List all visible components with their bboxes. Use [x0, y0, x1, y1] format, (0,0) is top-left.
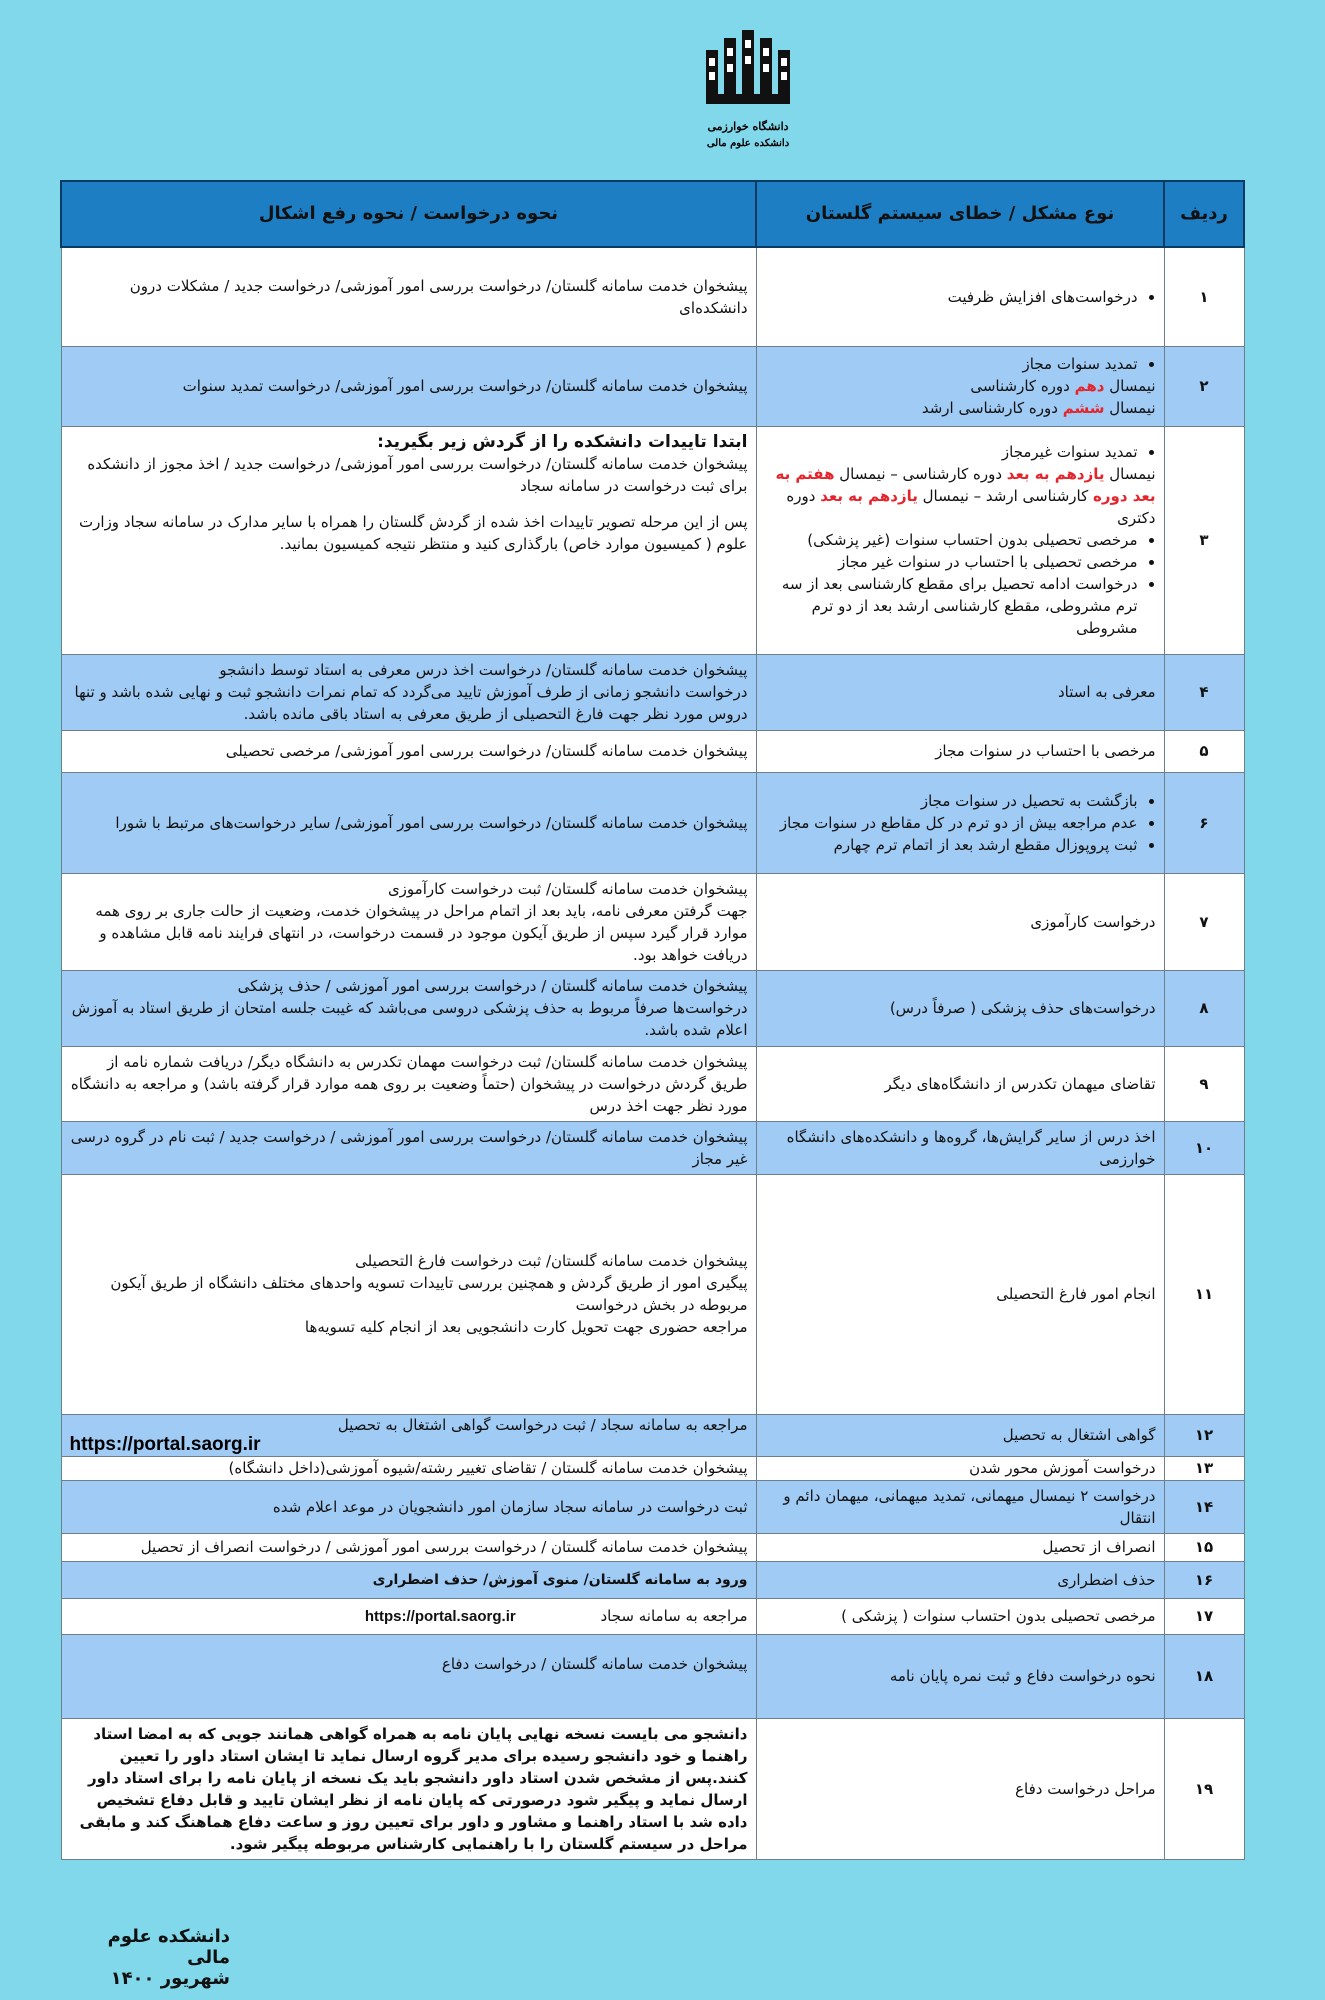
- problem-item: • تمدید سنوات غیرمجاز: [765, 441, 1138, 463]
- row-number: ۳: [1164, 426, 1244, 654]
- footer-date: شهریور ۱۴۰۰: [110, 1968, 230, 1989]
- solution-cell: [61, 970, 756, 1046]
- problem-cell: گواهی اشتغال به تحصیل: [756, 1414, 1164, 1456]
- solution-text: مراجعه به سامانه سجاد: [600, 1606, 748, 1625]
- solution-cell: پیشخوان خدمت سامانه گلستان/ درخواست بررسی امور آموزشی/ درخواست جدید / مشکلات درون دانشکده‌ای: [61, 247, 756, 346]
- problem-item: • عدم مراجعه بیش از دو ترم در کل مقاطع در سنوات مجاز: [765, 812, 1138, 834]
- problem-cell: درخواست ۲ نیمسال میهمانی، تمدید میهمانی، میهمان دائم و انتقال: [756, 1480, 1164, 1533]
- table-header-row: [61, 181, 1244, 247]
- table-row: [61, 730, 1244, 772]
- solution-cell: [61, 1598, 756, 1634]
- table-row: [61, 1046, 1244, 1121]
- table-row: [61, 654, 1244, 730]
- header-problem: نوع مشکل / خطای سیستم گلستان: [756, 181, 1164, 247]
- solution-text: مراجعه حضوری جهت تحویل کارت دانشجویی بعد از انجام کلیه تسویه‌ها: [304, 1318, 748, 1336]
- problem-cell: حذف اضطراری: [756, 1561, 1164, 1598]
- row-number: ۱۸: [1164, 1634, 1244, 1718]
- problem-cell: درخواست‌های حذف پزشکی ( صرفاً درس): [756, 970, 1164, 1046]
- row-number: ۷: [1164, 873, 1244, 970]
- solution-cell: پیشخوان خدمت سامانه گلستان / درخواست دفاع: [61, 1634, 756, 1718]
- problem-item: • درخواست ادامه تحصیل برای مقطع کارشناسی بعد از سه ترم مشروطی، مقطع کارشناسی ارشد بعد از دو ترم مشروطی: [765, 573, 1138, 639]
- table-row: [61, 1414, 1244, 1456]
- table-row: [61, 1634, 1244, 1718]
- solution-cell: پیشخوان خدمت سامانه گلستان / تقاضای تغییر رشته/شیوه آموزشی(داخل دانشگاه): [61, 1456, 756, 1480]
- problem-cell: [756, 426, 1164, 654]
- portal-link[interactable]: https://portal.saorg.ir: [364, 1607, 516, 1625]
- problem-item: • مرخصی تحصیلی با احتساب در سنوات غیر مجاز: [765, 551, 1138, 573]
- table-row: [61, 1561, 1244, 1598]
- table-row: [61, 1533, 1244, 1561]
- problem-cell: انجام امور فارغ التحصیلی: [756, 1174, 1164, 1414]
- solution-cell: [61, 654, 756, 730]
- solution-text: پس از این مرحله تصویر تاییدات اخذ شده از گردش گلستان را همراه با سایر مدارک در سامانه سجاد وزارت علوم ( کمیسیون موارد خاص) بارگذاری کنید و منتظر نتیجه کمیسیون بمانید.: [79, 512, 748, 553]
- solution-cell: ثبت درخواست در سامانه سجاد سازمان امور دانشجویان در موعد اعلام شده: [61, 1480, 756, 1533]
- problem-cell: مراحل درخواست دفاع: [756, 1718, 1164, 1859]
- footer-faculty: دانشکده علوم مالی: [107, 1926, 230, 1968]
- row-number: ۱۷: [1164, 1598, 1244, 1634]
- row-number: ۱۲: [1164, 1414, 1244, 1456]
- problem-cell: [756, 247, 1164, 346]
- row-number: ۹: [1164, 1046, 1244, 1121]
- solution-cell: ورود به سامانه گلستان/ منوی آموزش/ حذف اضطراری: [61, 1561, 756, 1598]
- problem-line: نیمسال دهم دوره کارشناسی: [970, 377, 1156, 395]
- problem-item: • درخواست‌های افزایش ظرفیت: [765, 286, 1138, 308]
- row-number: ۵: [1164, 730, 1244, 772]
- solution-text: پیشخوان خدمت سامانه گلستان/ ثبت درخواست فارغ التحصیلی: [355, 1252, 748, 1270]
- university-emblem-icon: [698, 28, 798, 118]
- row-number: ۱۵: [1164, 1533, 1244, 1561]
- solution-text: درخواست دانشجو زمانی از طرف آموزش تایید می‌گردد که تمام نمرات دانشجو ثبت و نهایی شده باشد و تنها دروس مورد نظر جهت فارغ التحصیلی از طریق معرفی به استاد باقی مانده باشد.: [74, 683, 748, 723]
- solution-text: جهت گرفتن معرفی نامه، باید بعد از اتمام مراحل در پیشخوان خدمت، وضعیت از حالت جاری بر روی همه موارد قرار گیرد سپس از طریق آیکون موجود در قسمت درخواست، در انتهای فرایند نامه قابل مشاهده و دریافت خواهد بود.: [95, 901, 748, 964]
- problem-cell: انصراف از تحصیل: [756, 1533, 1164, 1561]
- row-number: ۱۹: [1164, 1718, 1244, 1859]
- table-row: [61, 1456, 1244, 1480]
- solution-cell: پیشخوان خدمت سامانه گلستان/ درخواست بررسی امور آموزشی/ مرخصی تحصیلی: [61, 730, 756, 772]
- problem-cell: اخذ درس از سایر گرایش‌ها، گروه‌ها و دانشکده‌های دانشگاه خوارزمی: [756, 1121, 1164, 1174]
- problem-cell: تقاضای میهمان تکدرس از دانشگاه‌های دیگر: [756, 1046, 1164, 1121]
- row-number: ۴: [1164, 654, 1244, 730]
- problem-cell: معرفی به استاد: [756, 654, 1164, 730]
- solution-cell: [61, 426, 756, 654]
- table-row: [61, 1121, 1244, 1174]
- table-row: [61, 1480, 1244, 1533]
- solution-text: پیگیری امور از طریق گردش و همچنین بررسی تاییدات تسویه واحدهای مختلف دانشگاه از طریق آیکون مربوطه در بخش درخواست: [110, 1274, 748, 1314]
- solution-text: پیشخوان خدمت سامانه گلستان / درخواست بررسی امور آموزشی / حذف پزشکی: [237, 977, 748, 995]
- solution-cell: [61, 1174, 756, 1414]
- requests-table: [60, 180, 1245, 1860]
- problem-cell: نحوه درخواست دفاع و ثبت نمره پایان نامه: [756, 1634, 1164, 1718]
- table-row: [61, 1598, 1244, 1634]
- problem-item: • بازگشت به تحصیل در سنوات مجاز: [765, 790, 1138, 812]
- solution-cell: پیشخوان خدمت سامانه گلستان / درخواست بررسی امور آموزشی / درخواست انصراف از تحصیل: [61, 1533, 756, 1561]
- solution-text: مراجعه به سامانه سجاد / ثبت درخواست گواهی اشتغال به تحصیل: [337, 1416, 748, 1434]
- problem-item: • تمدید سنوات مجاز: [765, 353, 1138, 375]
- solution-cell: پیشخوان خدمت سامانه گلستان/ درخواست بررسی امور آموزشی / درخواست جدید / ثبت نام در گروه درسی غیر مجاز: [61, 1121, 756, 1174]
- logo-faculty-name: دانشکده علوم مالی: [706, 138, 790, 149]
- row-number: ۶: [1164, 772, 1244, 873]
- problem-cell: مرخصی با احتساب در سنوات مجاز: [756, 730, 1164, 772]
- problem-item: • ثبت پروپوزال مقطع ارشد بعد از اتمام ترم چهارم: [765, 834, 1138, 856]
- problem-cell: [756, 346, 1164, 426]
- solution-text: پیشخوان خدمت سامانه گلستان/ درخواست اخذ درس معرفی به استاد توسط دانشجو: [219, 661, 748, 679]
- table-row: [61, 873, 1244, 970]
- solution-cell: دانشجو می بایست نسخه نهایی پایان نامه به همراه گواهی همانند جویی که به امضا استاد راهنما و خود دانشجو رسیده برای مدیر گروه ارسال نماید تا ایشان استاد داور را تعیین کنند.پس از مشخص شدن استاد داور دانشجو باید یک نسخه از پایان نامه را برای استاد داور ارسال نماید و پیگیر شود درصورتی که پایان نامه از نظر ایشان تایید و قابل دفاع تشخیص داده شد با استاد راهنما و مشاور و داور برای تعیین روز و ساعت دفاع هماهنگ کند و مابقی مراحل در سیستم گلستان را با راهنمایی کارشناس مربوطه پیگیر شود.: [61, 1718, 756, 1859]
- problem-cell: درخواست آموزش محور شدن: [756, 1456, 1164, 1480]
- header-solution: نحوه درخواست / نحوه رفع اشکال: [61, 181, 756, 247]
- problem-cell: مرخصی تحصیلی بدون احتساب سنوات ( پزشکی ): [756, 1598, 1164, 1634]
- table-row: [61, 426, 1244, 654]
- table-row: [61, 1174, 1244, 1414]
- solution-cell: [61, 873, 756, 970]
- row-number: ۱۱: [1164, 1174, 1244, 1414]
- row-number: ۱۶: [1164, 1561, 1244, 1598]
- solution-heading: ابتدا تاییدات دانشکده را از گردش زیر بگیرید:: [377, 431, 748, 452]
- highlight-text: ششم: [1062, 399, 1105, 417]
- solution-cell: پیشخوان خدمت سامانه گلستان/ درخواست بررسی امور آموزشی/ درخواست تمدید سنوات: [61, 346, 756, 426]
- problem-line: نیمسال ششم دوره کارشناسی ارشد: [921, 399, 1156, 417]
- university-logo: [698, 28, 798, 158]
- highlight-text: دهم: [1074, 377, 1105, 395]
- solution-text: پیشخوان خدمت سامانه گلستان/ ثبت درخواست کارآموزی: [387, 879, 748, 898]
- table-row: [61, 1718, 1244, 1859]
- header-index: ردیف: [1164, 181, 1244, 247]
- solution-cell: پیشخوان خدمت سامانه گلستان/ درخواست بررسی امور آموزشی/ سایر درخواست‌های مرتبط با شورا: [61, 772, 756, 873]
- problem-cell: [756, 772, 1164, 873]
- row-number: ۱: [1164, 247, 1244, 346]
- solution-cell: [61, 1414, 756, 1456]
- problem-line: نیمسال یازدهم به بعد دوره کارشناسی – نیمسال هفتم به بعد دوره کارشناسی ارشد – نیمسال یازدهم به بعد دوره دکتری: [775, 465, 1156, 527]
- solution-text: درخواست‌ها صرفاً مربوط به حذف پزشکی دروسی می‌باشد که غیبت جلسه امتحان از طریق استاد به آموزش اعلام شده باشد.: [71, 999, 748, 1039]
- solution-cell: پیشخوان خدمت سامانه گلستان/ ثبت درخواست مهمان تکدرس به دانشگاه دیگر/ دریافت شماره نامه از طریق گردش درخواست در پیشخوان (حتماً وضعیت بر روی همه موارد قرار گرفته باشد) و مراجعه به دانشگاه مورد نظر جهت اخذ درس: [61, 1046, 756, 1121]
- table-row: [61, 346, 1244, 426]
- logo-university-name: دانشگاه خوارزمی: [707, 120, 789, 133]
- problem-item: • مرخصی تحصیلی بدون احتساب سنوات (غیر پزشکی): [765, 529, 1138, 551]
- row-number: ۱۴: [1164, 1480, 1244, 1533]
- portal-link[interactable]: https://portal.saorg.ir: [69, 1434, 261, 1455]
- row-number: ۸: [1164, 970, 1244, 1046]
- row-number: ۲: [1164, 346, 1244, 426]
- table-row: [61, 970, 1244, 1046]
- row-number: ۱۳: [1164, 1456, 1244, 1480]
- problem-cell: درخواست کارآموزی: [756, 873, 1164, 970]
- solution-text: پیشخوان خدمت سامانه گلستان/ درخواست بررسی امور آموزشی/ درخواست جدید / اخذ مجوز از دانشکده برای ثبت درخواست در سامانه سجاد: [87, 454, 748, 495]
- table-row: [61, 247, 1244, 346]
- row-number: ۱۰: [1164, 1121, 1244, 1174]
- table-row: [61, 772, 1244, 873]
